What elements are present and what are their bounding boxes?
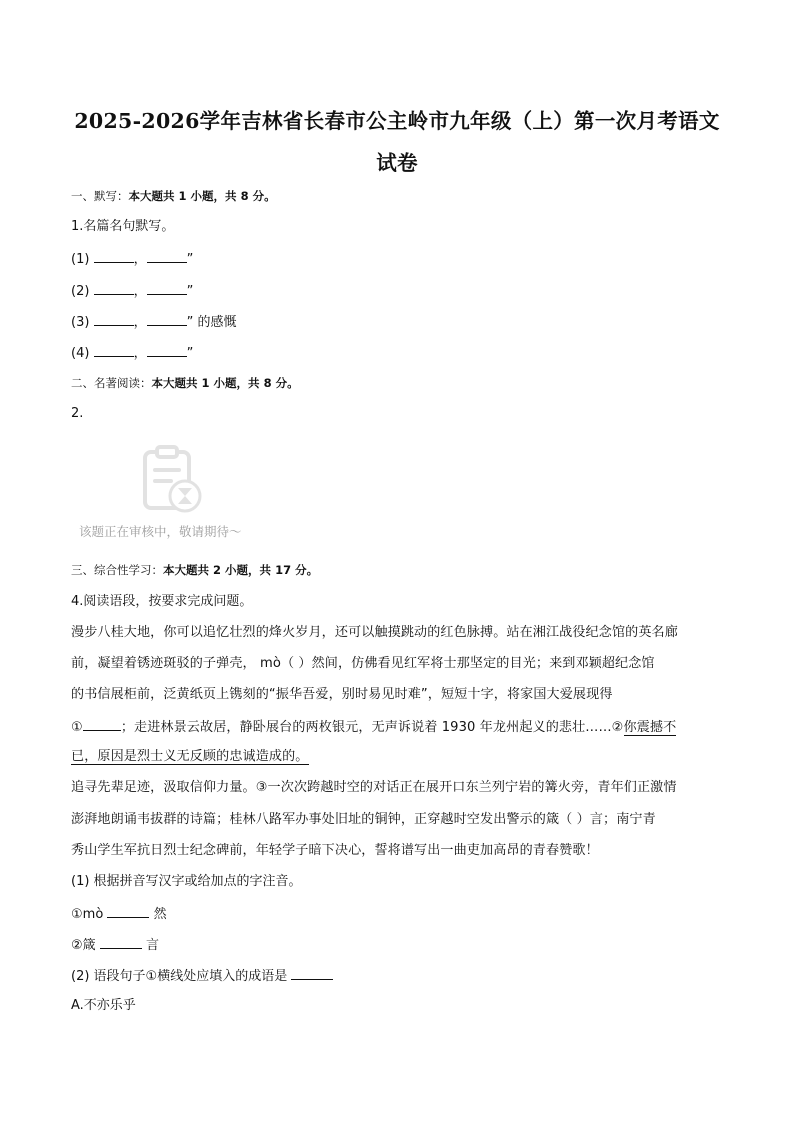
answer-blank[interactable] <box>94 313 134 326</box>
passage-text: ；走进林景云故居，静卧展台的两枚银元，无声诉说着 1930 年龙州起义的悲壮……② <box>120 720 624 735</box>
item-tail: ” 的感慨 <box>186 315 237 330</box>
underlined-sentence: 你震撼不 <box>623 720 677 735</box>
answer-blank[interactable] <box>94 250 134 263</box>
character-suffix: 然 <box>153 907 167 922</box>
answer-blank[interactable] <box>83 718 121 731</box>
pending-review-text: 该题正在审核中，敬请期待～ <box>79 524 242 539</box>
question-2-number: 2. <box>71 406 84 421</box>
passage-line: 漫步八桂大地，你可以追忆壮烈的烽火岁月，还可以触摸跳动的红色脉搏。站在湘江战役纪念馆的英名廊 <box>71 625 678 640</box>
item-number: (2) <box>71 284 90 299</box>
section-score: 8 <box>263 376 272 390</box>
question-count: 1 <box>201 376 210 390</box>
section-heading-3 <box>71 562 318 578</box>
passage-line <box>71 718 676 736</box>
item-tail: ” <box>186 284 194 299</box>
passage-line: 澎湃地朗诵韦拔群的诗篇；桂林八路军办事处旧址的铜钟，正穿越时空发出警示的箴（ ）言；南宁青 <box>71 812 656 827</box>
question-4-stem: 4.阅读语段，按要求完成问题。 <box>71 594 253 609</box>
answer-blank[interactable] <box>147 250 187 263</box>
character-prompt: ②箴 <box>71 938 96 953</box>
passage-line: 前，凝望着锈迹斑驳的子弹壳， mò（ ）然间，仿佛看见红军将士那坚定的目光；来到邓颖超纪念馆 <box>71 656 655 671</box>
section-label: 三、综合性学习： <box>71 563 163 577</box>
answer-blank[interactable] <box>94 344 134 357</box>
sub-question-1-a <box>71 905 167 923</box>
item-number: (4) <box>71 346 90 361</box>
underlined-sentence: 已，原因是烈士义无反顾的忠诚造成的。 <box>71 749 309 764</box>
character-suffix: 言 <box>145 938 159 953</box>
item-number: (3) <box>71 315 90 330</box>
section-label: 二、名著阅读： <box>71 376 152 390</box>
answer-blank[interactable] <box>147 313 187 326</box>
exam-title-line1: 2025-2026学年吉林省长春市公主岭市九年级（上）第一次月考语文 <box>74 109 720 133</box>
pending-review-placeholder <box>75 444 275 544</box>
comma: ， <box>133 284 147 299</box>
section-count-label: 本大题共 <box>163 563 209 577</box>
question-count: 1 <box>178 189 187 203</box>
answer-blank[interactable] <box>147 344 187 357</box>
passage-line: 的书信展柜前，泛黄纸页上镌刻的“振华吾爱，别时易见时难”，短短十字，将家国大爱展现得 <box>71 687 613 702</box>
passage-line: 追寻先辈足迹，汲取信仰力量。③一次次跨越时空的对话正在展开口东兰列宁岩的篝火旁，青年们正激情 <box>71 780 677 795</box>
answer-blank[interactable] <box>291 967 333 980</box>
question-count: 2 <box>213 563 222 577</box>
exam-title-line2: 试卷 <box>376 151 418 175</box>
sub-question-text: (2) 语段句子①横线处应填入的成语是 <box>71 969 288 984</box>
answer-blank[interactable] <box>100 936 142 949</box>
option-a[interactable]: A.不亦乐乎 <box>71 998 136 1013</box>
section-mid-text: 小题，共 <box>190 189 237 203</box>
sub-question-1-b <box>71 936 159 954</box>
question-1-stem: 1.名篇名句默写。 <box>71 219 175 234</box>
q1-item-4 <box>71 344 193 362</box>
comma: ， <box>133 346 147 361</box>
section-end-text: 分。 <box>252 189 276 203</box>
section-count-label: 本大题共 <box>151 376 198 390</box>
sub-question-2 <box>71 967 333 985</box>
section-count-label: 本大题共 <box>128 189 175 203</box>
comma: ， <box>133 252 147 267</box>
section-label: 一、默写： <box>71 189 129 203</box>
q1-item-1 <box>71 250 193 268</box>
circle-number: ① <box>71 720 83 735</box>
section-heading-2 <box>71 375 299 391</box>
clipboard-hourglass-icon <box>135 444 207 516</box>
pinyin-prompt: ①mò <box>71 907 104 922</box>
section-mid-text: 小题，共 <box>225 563 272 577</box>
item-tail: ” <box>186 252 194 267</box>
passage-line <box>71 749 309 765</box>
sub-question-1: (1) 根据拼音写汉字或给加点的字注音。 <box>71 874 302 889</box>
section-end-text: 分。 <box>295 563 319 577</box>
comma: ， <box>133 315 147 330</box>
section-mid-text: 小题，共 <box>213 376 260 390</box>
item-number: (1) <box>71 252 90 267</box>
section-heading-1 <box>71 188 276 204</box>
section-score: 8 <box>240 189 249 203</box>
section-score: 17 <box>275 563 292 577</box>
passage-line: 秀山学生军抗日烈士纪念碑前，年轻学子暗下决心，誓将谱写出一曲吏加高昂的青春赞歌！ <box>71 843 599 858</box>
section-end-text: 分。 <box>275 376 299 390</box>
answer-blank[interactable] <box>147 282 187 295</box>
answer-blank[interactable] <box>94 282 134 295</box>
item-tail: ” <box>186 346 194 361</box>
answer-blank[interactable] <box>107 905 149 918</box>
q1-item-3 <box>71 313 236 331</box>
q1-item-2 <box>71 282 193 300</box>
